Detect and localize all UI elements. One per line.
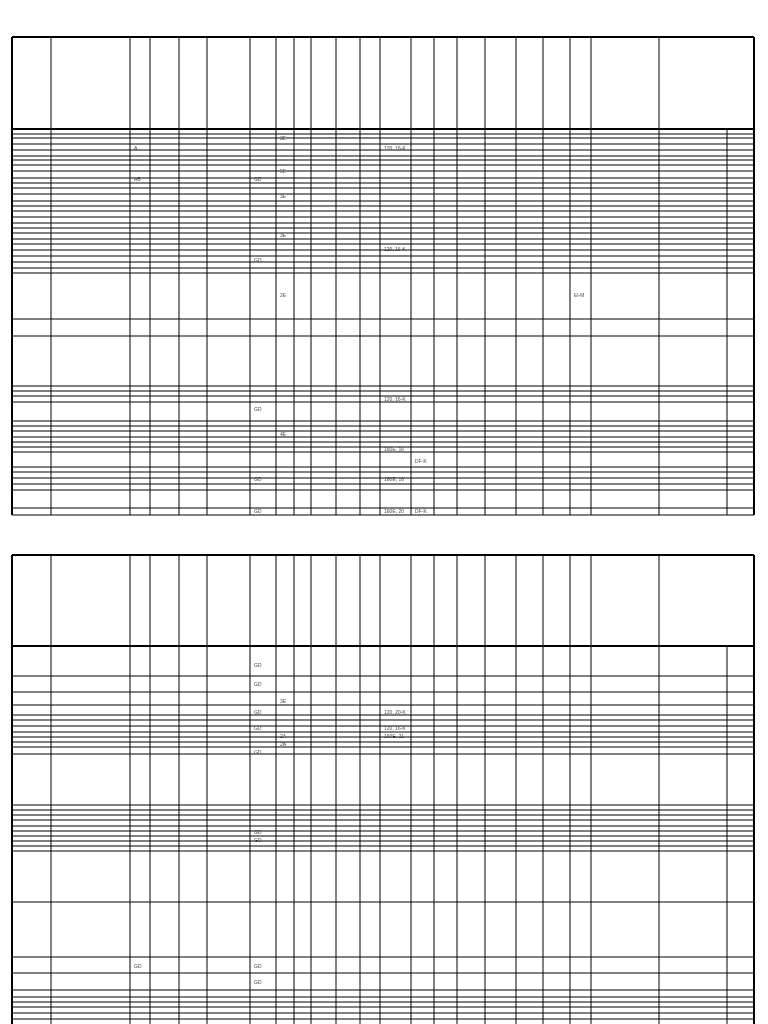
upper-table-cell: AB bbox=[134, 177, 141, 183]
upper-table-cell: 160E, 16 bbox=[384, 447, 405, 453]
upper-table-cell: DF-K bbox=[415, 509, 427, 515]
upper-table-cell: GD bbox=[254, 258, 262, 264]
upper-table-cell: GD bbox=[254, 509, 262, 515]
upper-table-cell: A bbox=[134, 146, 138, 152]
upper-table-cell: 2E bbox=[280, 293, 287, 299]
upper-table-cell: 5E bbox=[280, 169, 287, 175]
lower-table-cell: 120, 16-K bbox=[384, 726, 406, 732]
upper-table-cell: GD bbox=[254, 407, 262, 413]
upper-table-cell: 3E bbox=[280, 194, 287, 200]
lower-table-cell: 2A bbox=[280, 742, 287, 748]
lower-table-cell: GD bbox=[254, 838, 262, 844]
upper-table-cell: 4E bbox=[280, 432, 287, 438]
upper-table-cell: 3E bbox=[280, 136, 287, 142]
upper-table-cell: 120, 16-K bbox=[384, 146, 406, 152]
upper-table-cell: GD bbox=[254, 477, 262, 483]
lower-table-cell: GD bbox=[254, 750, 262, 756]
upper-table-cell: El-M bbox=[574, 293, 585, 299]
lower-table-cell: GD bbox=[254, 726, 262, 732]
lower-table-cell: 120, 20-K bbox=[384, 710, 406, 716]
lower-table-cell: GD bbox=[254, 663, 262, 669]
lower-table-cell: 160E, 21 bbox=[384, 734, 405, 740]
upper-table-cell: 3E bbox=[280, 233, 287, 239]
upper-table-cell: 120, 16-K bbox=[384, 397, 406, 403]
lower-table-cell: GD bbox=[134, 964, 142, 970]
upper-table-cell: 120, 16-K bbox=[384, 247, 406, 253]
lower-table-cell: 2A bbox=[280, 734, 287, 740]
lower-table-cell: GD bbox=[254, 682, 262, 688]
upper-table-cell: 160E, 16 bbox=[384, 477, 405, 483]
lower-table-cell: GD bbox=[254, 710, 262, 716]
lower-table-cell: GD bbox=[254, 964, 262, 970]
upper-table-cell: DF-K bbox=[415, 459, 427, 465]
upper-table-cell: GD bbox=[254, 177, 262, 183]
lower-table-cell: 3E bbox=[280, 699, 287, 705]
upper-table-cell: 160E, 20 bbox=[384, 509, 405, 515]
lower-table-cell: GD bbox=[254, 980, 262, 986]
lower-table-cell: GD bbox=[254, 830, 262, 836]
